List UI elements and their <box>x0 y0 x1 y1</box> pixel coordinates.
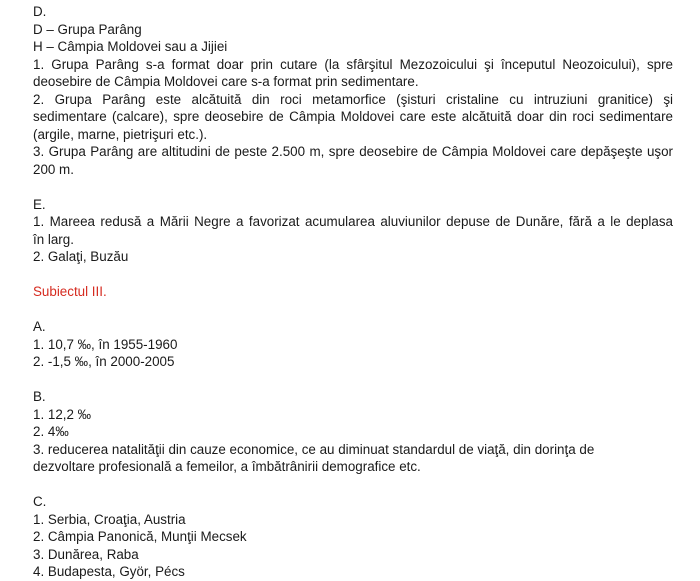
answer-a1: 1. 10,7 ‰, în 1955-1960 <box>33 336 178 352</box>
answer-d3-line2: 200 m. <box>33 161 74 177</box>
answer-c1: 1. Serbia, Croaţia, Austria <box>33 511 186 527</box>
answer-c4: 4. Budapesta, Györ, Pécs <box>33 564 185 579</box>
answer-e1-line1: 1. Mareea redusă a Mării Negre a favorizat acumularea aluviunilor depuse de Dunăre, fără a le deplasa <box>33 214 673 229</box>
answer-b1: 1. 12,2 ‰ <box>33 406 92 422</box>
item-d: D – Grupa Parâng <box>33 21 142 37</box>
spacer <box>33 178 673 196</box>
answer-c2: 2. Câmpia Panonică, Munţii Mecsek <box>33 529 247 544</box>
answer-a2: 2. -1,5 ‰, în 2000-2005 <box>33 354 175 369</box>
answer-d1-line1: 1. Grupa Parâng s-a format doar prin cutare (la sfârşitul Mezozoicului şi începutul Neozoicului), spre <box>33 56 673 72</box>
spacer <box>33 266 673 284</box>
section-b-heading: B. <box>33 389 46 404</box>
answer-c3: 3. Dunărea, Raba <box>33 546 139 562</box>
section-a-heading: A. <box>33 319 46 334</box>
answer-e2: 2. Galaţi, Buzău <box>33 249 129 264</box>
answer-e1-line2: în larg. <box>33 231 74 247</box>
spacer <box>33 301 673 319</box>
subject-title: Subiectul III. <box>33 284 107 299</box>
answer-b3-line1: 3. reducerea natalităţii din cauze economice, ce au diminuat standardul de viaţă, din dorinţa de <box>33 441 595 457</box>
section-d-heading: D. <box>33 4 47 19</box>
spacer <box>33 476 673 494</box>
spacer <box>33 371 673 389</box>
document-page <box>33 3 673 581</box>
item-h: H – Câmpia Moldovei sau a Jijiei <box>33 39 228 54</box>
answer-d2-line1: 2. Grupa Parâng este alcătuită din roci metamorfice (şisturi cristaline cu intruziuni granitice) şi <box>33 91 673 107</box>
answer-b3-line2: dezvoltare profesională a femeilor, a îmbătrânirii demografice etc. <box>33 459 421 474</box>
section-e-heading: E. <box>33 196 46 212</box>
answer-d2-line2: sedimentare (calcare), spre deosebire de Câmpia Moldovei care este alcătuită doar din roci sedimentare <box>33 109 673 124</box>
section-c-heading: C. <box>33 494 47 509</box>
answer-d1-line2: deosebire de Câmpia Moldovei care s-a format prin sedimentare. <box>33 74 419 89</box>
answer-b2: 2. 4‰ <box>33 424 69 439</box>
answer-d3-line1: 3. Grupa Parâng are altitudini de peste 2.500 m, spre deosebire de Câmpia Moldovei care depăşeşte uşor <box>33 144 673 159</box>
answer-d2-line3: (argile, marne, pietrişuri etc.). <box>33 126 208 142</box>
